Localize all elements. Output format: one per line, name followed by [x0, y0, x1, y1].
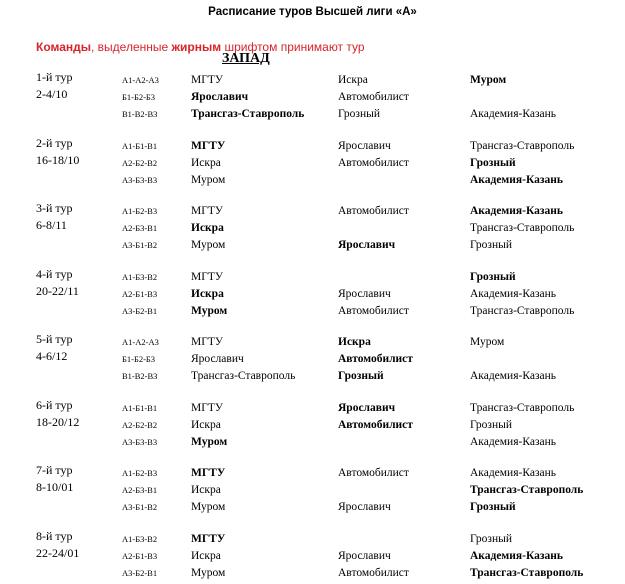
group-row	[0, 565, 625, 582]
round-name: 1-й тур	[36, 70, 73, 84]
team-3: Академия-Казань	[470, 549, 563, 562]
note-text-1: , выделенные	[91, 40, 172, 54]
team-2: Автомобилист	[338, 353, 413, 365]
group-row	[0, 334, 625, 351]
group-code: А3-Б2-В1	[122, 567, 158, 578]
team-3: Муром	[470, 74, 507, 86]
zone-heading: ЗАПАД	[222, 51, 270, 66]
group-code: В1-В2-В3	[122, 109, 158, 119]
team-3: Трансгаз-Ставрополь	[470, 401, 575, 414]
team-1: Ярославич	[191, 353, 244, 365]
team-1: Муром	[191, 304, 228, 317]
round-dates: 4-6/12	[36, 349, 68, 363]
team-2: Ярославич	[338, 139, 391, 152]
group-code: В1-В2-В3	[122, 371, 158, 381]
group-code: А1-А2-А3	[122, 75, 159, 85]
team-2: Искра	[338, 336, 371, 348]
round-name: 4-й тур	[36, 266, 73, 281]
round-dates: 16-18/10	[36, 152, 80, 167]
group-row	[0, 237, 625, 254]
team-1: Искра	[191, 549, 221, 562]
team-2: Автомобилист	[338, 467, 409, 479]
group-code: А2-Б3-В1	[122, 485, 158, 495]
team-1: Ярославич	[191, 91, 249, 103]
round-name: 5-й тур	[36, 332, 73, 346]
team-3: Академия-Казань	[470, 108, 556, 120]
team-3: Академия-Казань	[470, 173, 563, 186]
team-3: Грозный	[470, 239, 513, 251]
team-1: МГТУ	[191, 74, 224, 86]
team-1: Искра	[191, 156, 221, 169]
team-3: Академия-Казань	[470, 435, 556, 448]
group-code: Б1-Б2-Б3	[122, 92, 156, 102]
team-1: МГТУ	[191, 270, 224, 283]
group-row	[0, 400, 625, 417]
team-1: МГТУ	[191, 336, 224, 348]
team-3: Трансгаз-Ставрополь	[470, 304, 575, 317]
group-code: А1-Б3-В2	[122, 271, 158, 282]
round-dates: 22-24/01	[36, 545, 80, 560]
team-1: МГТУ	[191, 401, 224, 414]
group-code: А3-Б3-В3	[122, 174, 158, 185]
note-bold-word: жирным	[171, 40, 222, 54]
team-1: Искра	[191, 222, 224, 234]
team-1: МГТУ	[191, 139, 226, 152]
note-text-2: шрифтом принимают тур	[221, 40, 365, 54]
round-name: 3-й тур	[36, 201, 73, 215]
group-code: А3-Б2-В1	[122, 305, 158, 316]
team-2: Автомобилист	[338, 418, 413, 431]
group-code: А1-Б1-В1	[122, 140, 158, 151]
group-row	[0, 351, 625, 368]
team-2: Автомобилист	[338, 205, 409, 217]
group-row	[0, 303, 625, 320]
team-1: МГТУ	[191, 532, 226, 545]
team-3: Трансгаз-Ставрополь	[470, 139, 575, 152]
team-3: Трансгаз-Ставрополь	[470, 222, 575, 234]
group-code: А3-Б1-В2	[122, 240, 158, 250]
team-1: Искра	[191, 287, 224, 300]
group-code: А2-Б3-В1	[122, 223, 158, 233]
round-dates: 18-20/12	[36, 414, 80, 429]
team-1: Муром	[191, 239, 226, 251]
group-code: А2-Б1-В3	[122, 288, 158, 299]
team-2: Автомобилист	[338, 566, 409, 579]
round-name: 2-й тур	[36, 135, 73, 150]
team-3: Грозный	[470, 270, 516, 283]
team-1: Муром	[191, 501, 226, 513]
group-row	[0, 269, 625, 286]
group-code: А3-Б3-В3	[122, 436, 158, 447]
team-1: Трансгаз-Ставрополь	[191, 370, 296, 382]
legend-note	[36, 40, 365, 54]
group-row	[0, 531, 625, 548]
group-code: А3-Б1-В2	[122, 502, 158, 512]
group-row	[0, 220, 625, 237]
group-row	[0, 368, 625, 385]
team-2: Грозный	[338, 370, 384, 382]
team-1: МГТУ	[191, 205, 224, 217]
round-name: 6-й тур	[36, 397, 73, 412]
group-code: А1-Б1-В1	[122, 402, 158, 413]
note-teams: Команды	[36, 40, 92, 54]
team-2: Автомобилист	[338, 156, 409, 169]
group-row	[0, 106, 625, 123]
team-2: Автомобилист	[338, 91, 409, 103]
group-row	[0, 465, 625, 482]
team-2: Ярославич	[338, 287, 391, 300]
group-code: А2-Б2-В2	[122, 157, 158, 168]
round-dates: 8-10/01	[36, 480, 74, 494]
team-3: Грозный	[470, 418, 513, 431]
team-1: Искра	[191, 418, 221, 431]
group-code: А1-А2-А3	[122, 337, 159, 347]
group-code: А1-Б2-В3	[122, 468, 158, 478]
group-row	[0, 548, 625, 565]
team-2: Грозный	[338, 108, 381, 120]
team-3: Академия-Казань	[470, 467, 556, 479]
group-code: А1-Б3-В2	[122, 533, 158, 544]
group-row	[0, 72, 625, 89]
round-name: 7-й тур	[36, 463, 73, 477]
group-row	[0, 138, 625, 155]
team-1: Муром	[191, 566, 226, 579]
team-3: Грозный	[470, 501, 516, 513]
round-dates: 2-4/10	[36, 87, 68, 101]
team-3: Муром	[470, 336, 505, 348]
team-3: Трансгаз-Ставрополь	[470, 566, 584, 579]
team-2: Ярославич	[338, 549, 391, 562]
team-3: Грозный	[470, 156, 516, 169]
team-3: Трансгаз-Ставрополь	[470, 484, 584, 496]
team-3: Академия-Казань	[470, 370, 556, 382]
team-1: Трансгаз-Ставрополь	[191, 108, 305, 120]
group-row	[0, 482, 625, 499]
document-title: Расписание туров Высшей лиги «А»	[208, 6, 417, 18]
team-2: Автомобилист	[338, 304, 409, 317]
group-row	[0, 434, 625, 451]
team-2: Ярославич	[338, 501, 391, 513]
group-row	[0, 499, 625, 516]
group-row	[0, 417, 625, 434]
team-2: Ярославич	[338, 401, 396, 414]
round-dates: 6-8/11	[36, 218, 67, 232]
team-3: Академия-Казань	[470, 205, 563, 217]
team-1: МГТУ	[191, 467, 226, 479]
group-code: А2-Б2-В2	[122, 419, 158, 430]
group-row	[0, 203, 625, 220]
team-1: Муром	[191, 435, 228, 448]
team-3: Грозный	[470, 532, 513, 545]
group-row	[0, 286, 625, 303]
group-code: А2-Б1-В3	[122, 550, 158, 561]
team-1: Искра	[191, 484, 221, 496]
group-row	[0, 155, 625, 172]
team-2: Ярославич	[338, 239, 396, 251]
group-code: А1-Б2-В3	[122, 206, 158, 216]
group-row	[0, 172, 625, 189]
round-dates: 20-22/11	[36, 283, 79, 298]
group-code: Б1-Б2-Б3	[122, 354, 156, 364]
group-row	[0, 89, 625, 106]
team-3: Академия-Казань	[470, 287, 556, 300]
team-1: Муром	[191, 173, 226, 186]
team-2: Искра	[338, 74, 368, 86]
round-name: 8-й тур	[36, 528, 73, 543]
